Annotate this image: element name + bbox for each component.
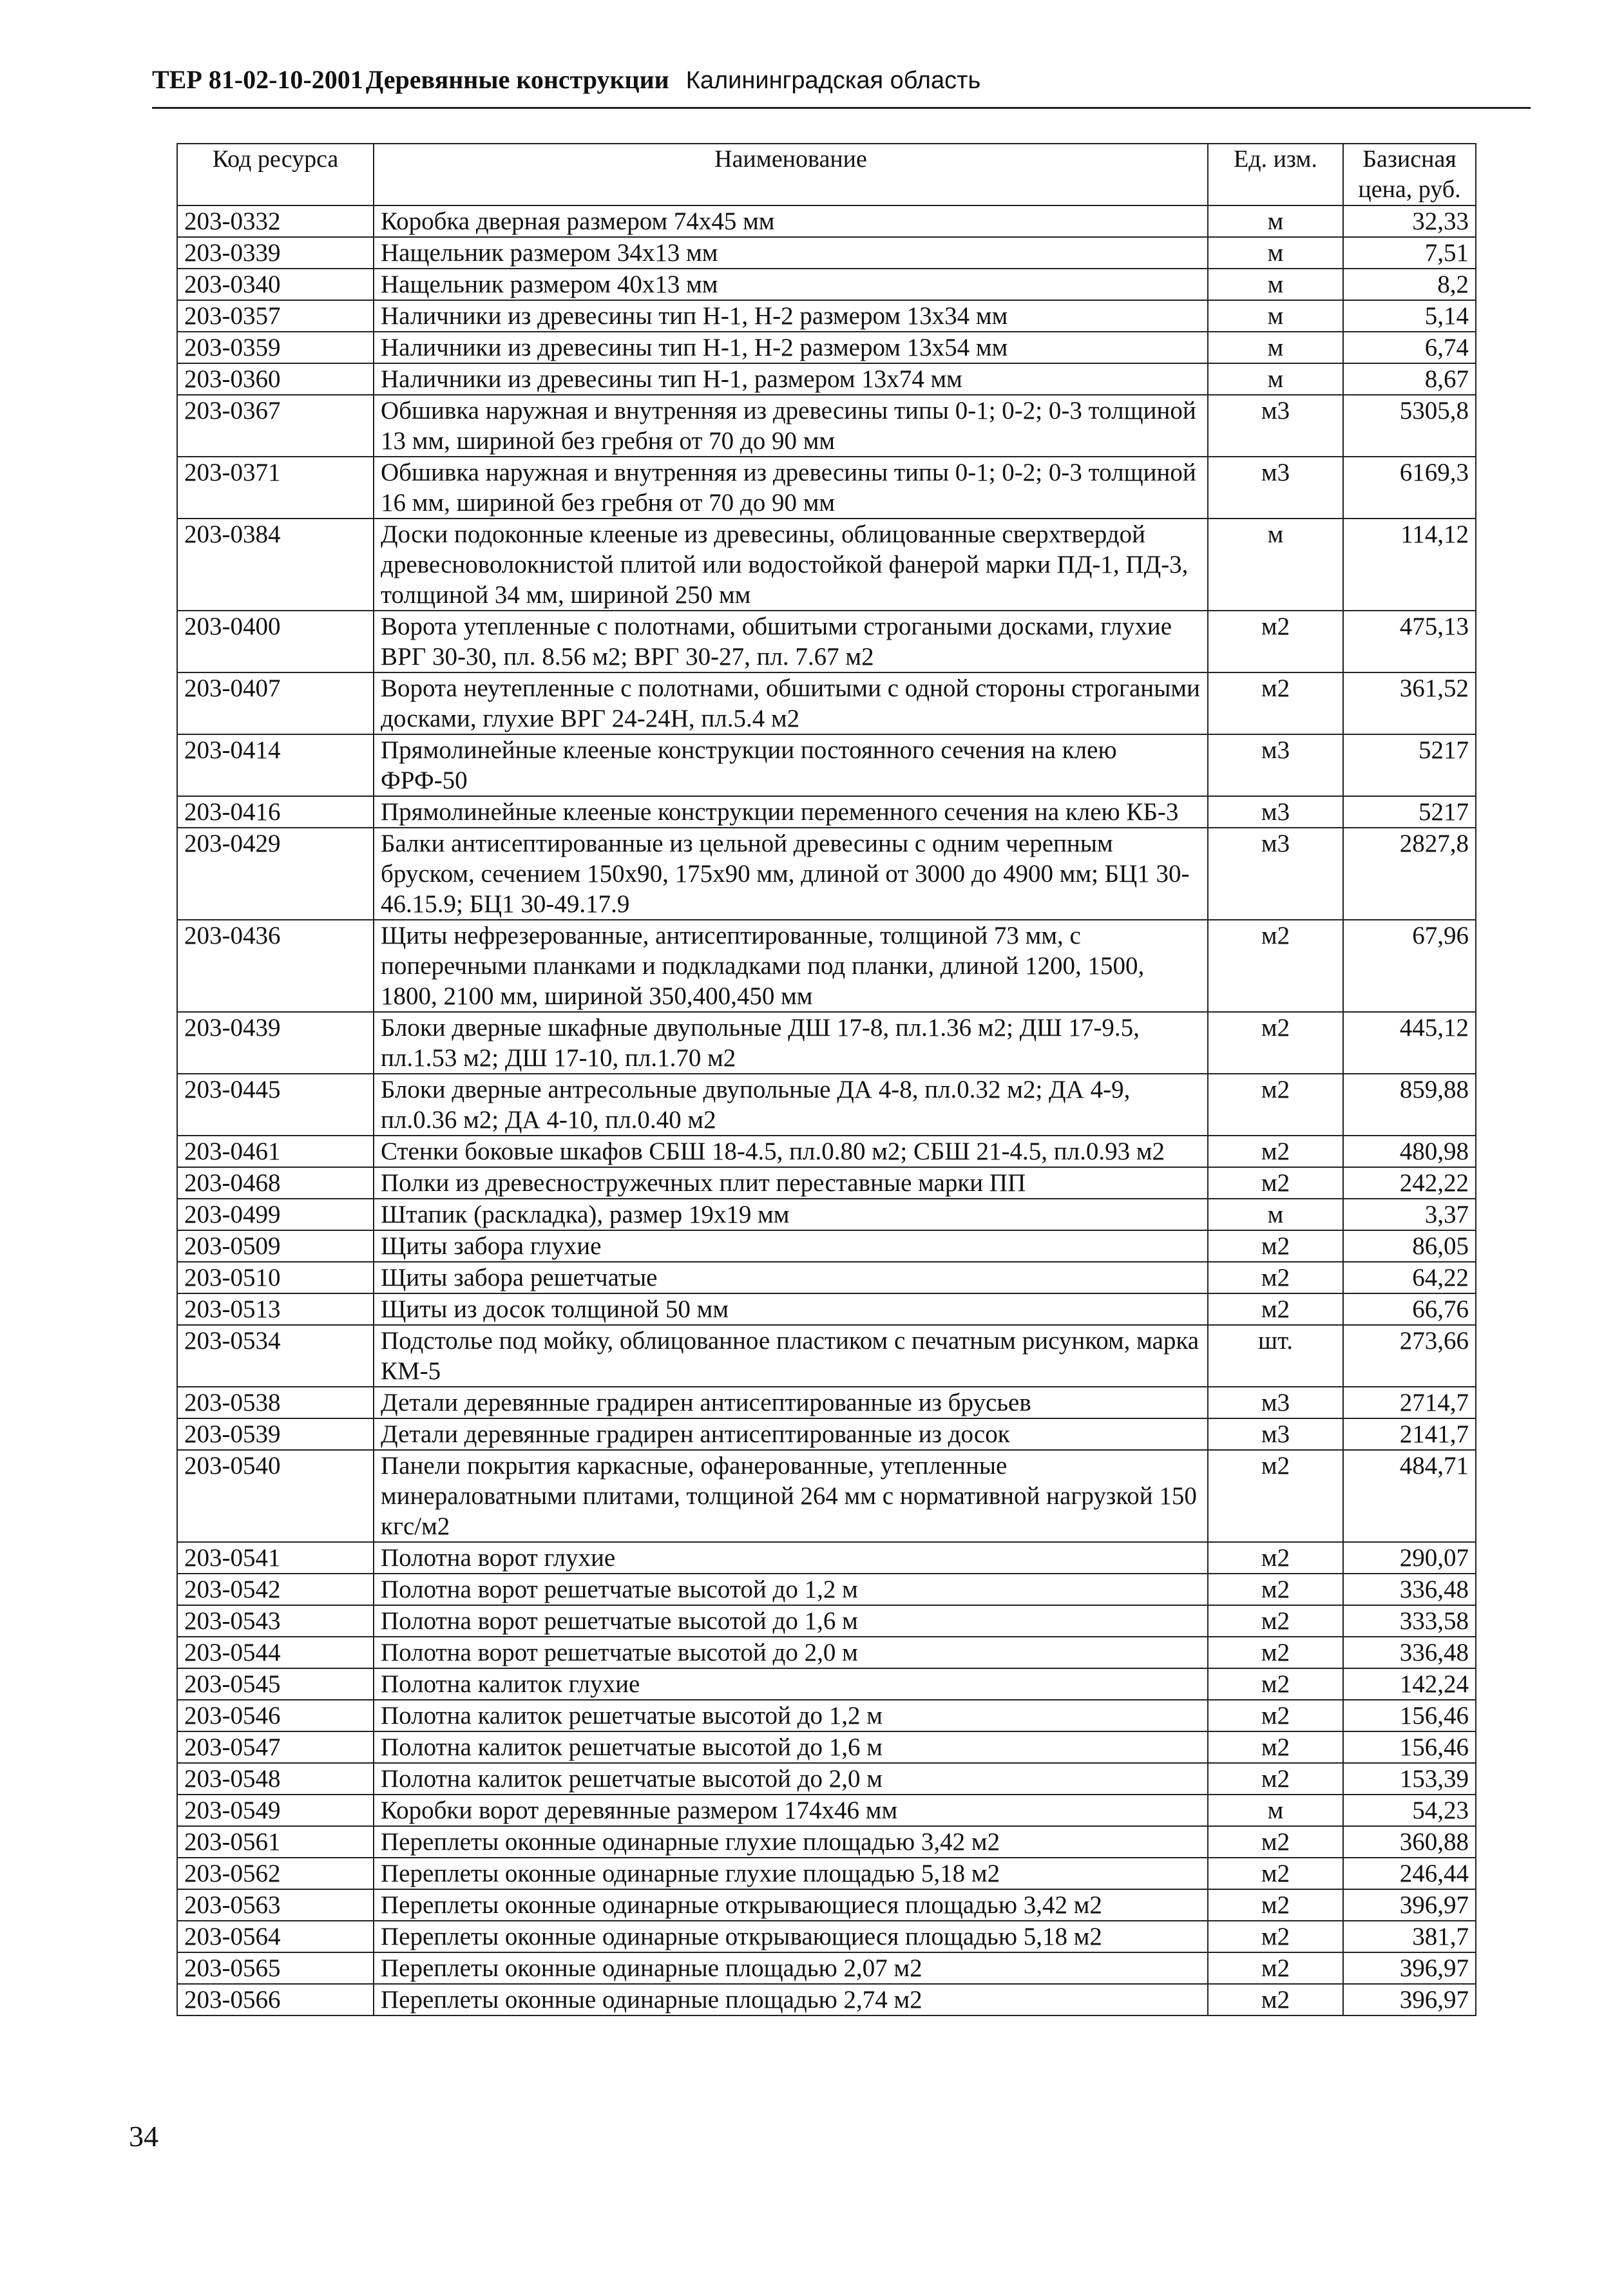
price-cell: 5,14 (1343, 300, 1476, 332)
unit-cell: м2 (1208, 672, 1343, 734)
resource-code-cell: 203-0562 (177, 1858, 374, 1889)
price-cell: 336,48 (1343, 1574, 1476, 1605)
resource-name-cell: Балки антисептированные из цельной древесины с одним черепным бруском, сечением 150х90, 175х90 мм, длиной от 3000 до 4900 мм; БЦ1 30-46.15.9; БЦ1 30-49.17.9 (374, 828, 1208, 920)
table-row (177, 1387, 1476, 1418)
price-cell: 32,33 (1343, 205, 1476, 237)
price-cell: 64,22 (1343, 1262, 1476, 1293)
unit-cell: м (1208, 332, 1343, 363)
table-body (177, 205, 1476, 2015)
resource-name-cell: Щиты забора решетчатые (374, 1262, 1208, 1293)
resource-code-cell: 203-0359 (177, 332, 374, 363)
price-cell: 333,58 (1343, 1605, 1476, 1637)
resource-code-cell: 203-0360 (177, 363, 374, 395)
document-region: Калининградская область (685, 67, 981, 94)
price-cell: 6169,3 (1343, 457, 1476, 519)
table-row (177, 734, 1476, 796)
resource-name-cell: Обшивка наружная и внутренняя из древесины типы 0-1; 0-2; 0-3 толщиной 13 мм, шириной без гребня от 70 до 90 мм (374, 395, 1208, 457)
price-cell: 445,12 (1343, 1012, 1476, 1074)
resource-code-cell: 203-0332 (177, 205, 374, 237)
table-row (177, 1136, 1476, 1167)
price-cell: 396,97 (1343, 1889, 1476, 1921)
price-cell: 156,46 (1343, 1731, 1476, 1763)
price-cell: 8,2 (1343, 269, 1476, 300)
price-cell: 86,05 (1343, 1230, 1476, 1262)
price-cell: 153,39 (1343, 1763, 1476, 1795)
resource-name-cell: Нащельник размером 40х13 мм (374, 269, 1208, 300)
price-cell: 156,46 (1343, 1700, 1476, 1731)
resource-name-cell: Полотна ворот решетчатые высотой до 1,2 м (374, 1574, 1208, 1605)
resource-name-cell: Щиты из досок толщиной 50 мм (374, 1293, 1208, 1325)
resource-code-cell: 203-0367 (177, 395, 374, 457)
price-cell: 396,97 (1343, 1984, 1476, 2015)
resource-code-cell: 203-0371 (177, 457, 374, 519)
resource-code-cell: 203-0357 (177, 300, 374, 332)
resource-code-cell: 203-0543 (177, 1605, 374, 1637)
resource-name-cell: Полки из древесностружечных плит переставные марки ПП (374, 1167, 1208, 1199)
table-row (177, 519, 1476, 611)
column-header-code: Код ресурса (177, 144, 374, 205)
unit-cell: шт. (1208, 1325, 1343, 1387)
table-row (177, 1700, 1476, 1731)
resource-name-cell: Переплеты оконные одинарные площадью 2,74 м2 (374, 1984, 1208, 2015)
unit-cell: м (1208, 1795, 1343, 1826)
unit-cell: м2 (1208, 1167, 1343, 1199)
table-row (177, 1795, 1476, 1826)
resource-code-cell: 203-0542 (177, 1574, 374, 1605)
resource-code-cell: 203-0414 (177, 734, 374, 796)
resource-code-cell: 203-0534 (177, 1325, 374, 1387)
table-row (177, 1450, 1476, 1542)
unit-cell: м2 (1208, 1731, 1343, 1763)
resource-code-cell: 203-0461 (177, 1136, 374, 1167)
resource-name-cell: Доски подоконные клееные из древесины, облицованные сверхтвердой древесноволокнистой плитой или водостойкой фанерой марки ПД-1, ПД-3, толщиной 34 мм, шириной 250 мм (374, 519, 1208, 611)
resource-name-cell: Ворота неутепленные с полотнами, обшитыми с одной стороны строгаными досками, глухие ВРГ 24-24Н, пл.5.4 м2 (374, 672, 1208, 734)
price-cell: 360,88 (1343, 1826, 1476, 1858)
resource-name-cell: Полотна ворот решетчатые высотой до 1,6 м (374, 1605, 1208, 1637)
table-row (177, 796, 1476, 828)
resource-code-cell: 203-0540 (177, 1450, 374, 1542)
resource-code-cell: 203-0340 (177, 269, 374, 300)
resource-code-cell: 203-0566 (177, 1984, 374, 2015)
document-code: ТЕР 81-02-10-2001 (152, 65, 363, 94)
table-row (177, 1293, 1476, 1325)
resource-code-cell: 203-0416 (177, 796, 374, 828)
price-cell: 114,12 (1343, 519, 1476, 611)
resource-name-cell: Прямолинейные клееные конструкции переменного сечения на клею КБ-3 (374, 796, 1208, 828)
resource-code-cell: 203-0539 (177, 1418, 374, 1450)
table-row (177, 1826, 1476, 1858)
price-cell: 2141,7 (1343, 1418, 1476, 1450)
resource-name-cell: Переплеты оконные одинарные глухие площадью 5,18 м2 (374, 1858, 1208, 1889)
price-cell: 336,48 (1343, 1637, 1476, 1668)
price-cell: 273,66 (1343, 1325, 1476, 1387)
resource-name-cell: Штапик (раскладка), размер 19х19 мм (374, 1199, 1208, 1230)
resource-code-cell: 203-0546 (177, 1700, 374, 1731)
table-row (177, 1952, 1476, 1984)
table-row (177, 1889, 1476, 1921)
table-row (177, 1605, 1476, 1637)
price-cell: 5217 (1343, 796, 1476, 828)
table-row (177, 1012, 1476, 1074)
unit-cell: м3 (1208, 1418, 1343, 1450)
unit-cell: м2 (1208, 1637, 1343, 1668)
unit-cell: м2 (1208, 1450, 1343, 1542)
resource-name-cell: Ворота утепленные с полотнами, обшитыми строгаными досками, глухие ВРГ 30-30, пл. 8.56 м2; ВРГ 30-27, пл. 7.67 м2 (374, 611, 1208, 672)
resource-code-cell: 203-0538 (177, 1387, 374, 1418)
table-row (177, 1984, 1476, 2015)
table-row (177, 1668, 1476, 1700)
column-header-price: Базисная цена, руб. (1343, 144, 1476, 205)
unit-cell: м2 (1208, 1012, 1343, 1074)
price-cell: 8,67 (1343, 363, 1476, 395)
price-cell: 290,07 (1343, 1542, 1476, 1574)
table-row (177, 1418, 1476, 1450)
resource-name-cell: Детали деревянные градирен антисептированные из досок (374, 1418, 1208, 1450)
table-row (177, 1167, 1476, 1199)
unit-cell: м3 (1208, 457, 1343, 519)
resource-code-cell: 203-0549 (177, 1795, 374, 1826)
unit-cell: м2 (1208, 920, 1343, 1012)
resource-name-cell: Переплеты оконные одинарные глухие площадью 3,42 м2 (374, 1826, 1208, 1858)
price-cell: 5217 (1343, 734, 1476, 796)
price-cell: 6,74 (1343, 332, 1476, 363)
resource-code-cell: 203-0541 (177, 1542, 374, 1574)
resource-code-cell: 203-0445 (177, 1074, 374, 1136)
resource-code-cell: 203-0510 (177, 1262, 374, 1293)
resource-name-cell: Наличники из древесины тип Н-1, Н-2 размером 13х54 мм (374, 332, 1208, 363)
table-row (177, 1230, 1476, 1262)
table-row (177, 1574, 1476, 1605)
table-row (177, 920, 1476, 1012)
unit-cell: м2 (1208, 611, 1343, 672)
price-cell: 480,98 (1343, 1136, 1476, 1167)
table-row (177, 1921, 1476, 1952)
price-cell: 142,24 (1343, 1668, 1476, 1700)
price-cell: 67,96 (1343, 920, 1476, 1012)
table-row (177, 611, 1476, 672)
resource-code-cell: 203-0436 (177, 920, 374, 1012)
price-cell: 361,52 (1343, 672, 1476, 734)
price-cell: 381,7 (1343, 1921, 1476, 1952)
resource-name-cell: Полотна калиток глухие (374, 1668, 1208, 1700)
unit-cell: м2 (1208, 1858, 1343, 1889)
unit-cell: м2 (1208, 1574, 1343, 1605)
unit-cell: м (1208, 363, 1343, 395)
column-header-unit: Ед. изм. (1208, 144, 1343, 205)
resource-name-cell: Щиты забора глухие (374, 1230, 1208, 1262)
resource-name-cell: Прямолинейные клееные конструкции постоянного сечения на клею ФРФ-50 (374, 734, 1208, 796)
table-row (177, 363, 1476, 395)
unit-cell: м3 (1208, 1387, 1343, 1418)
price-cell: 7,51 (1343, 237, 1476, 269)
price-cell: 3,37 (1343, 1199, 1476, 1230)
table-header-row (177, 144, 1476, 205)
table-row (177, 332, 1476, 363)
resource-code-cell: 203-0509 (177, 1230, 374, 1262)
resource-code-cell: 203-0468 (177, 1167, 374, 1199)
table-row (177, 269, 1476, 300)
price-cell: 5305,8 (1343, 395, 1476, 457)
resource-code-cell: 203-0513 (177, 1293, 374, 1325)
unit-cell: м (1208, 1199, 1343, 1230)
unit-cell: м2 (1208, 1889, 1343, 1921)
table-row (177, 1542, 1476, 1574)
resource-name-cell: Блоки дверные антресольные двупольные ДА 4-8, пл.0.32 м2; ДА 4-9, пл.0.36 м2; ДА 4-10, пл.0.40 м2 (374, 1074, 1208, 1136)
unit-cell: м (1208, 205, 1343, 237)
resource-name-cell: Щиты нефрезерованные, антисептированные, толщиной 73 мм, с поперечными планками и подкладками под планки, длиной 1200, 1500, 1800, 2100 мм, шириной 350,400,450 мм (374, 920, 1208, 1012)
resource-code-cell: 203-0429 (177, 828, 374, 920)
resource-name-cell: Полотна калиток решетчатые высотой до 1,6 м (374, 1731, 1208, 1763)
table-row (177, 300, 1476, 332)
table-row (177, 1074, 1476, 1136)
unit-cell: м2 (1208, 1605, 1343, 1637)
resource-name-cell: Полотна калиток решетчатые высотой до 1,2 м (374, 1700, 1208, 1731)
resource-name-cell: Стенки боковые шкафов СБШ 18-4.5, пл.0.80 м2; СБШ 21-4.5, пл.0.93 м2 (374, 1136, 1208, 1167)
document-title: Деревянные конструкции (365, 65, 669, 94)
resource-name-cell: Переплеты оконные одинарные открывающиеся площадью 5,18 м2 (374, 1921, 1208, 1952)
resource-name-cell: Полотна ворот решетчатые высотой до 2,0 м (374, 1637, 1208, 1668)
resource-name-cell: Детали деревянные градирен антисептированные из брусьев (374, 1387, 1208, 1418)
unit-cell: м2 (1208, 1293, 1343, 1325)
unit-cell: м2 (1208, 1230, 1343, 1262)
table-row (177, 1858, 1476, 1889)
resource-code-cell: 203-0384 (177, 519, 374, 611)
page-header (152, 64, 1531, 109)
unit-cell: м (1208, 237, 1343, 269)
resource-name-cell: Нащельник размером 34х13 мм (374, 237, 1208, 269)
resource-name-cell: Переплеты оконные одинарные площадью 2,07 м2 (374, 1952, 1208, 1984)
resource-name-cell: Обшивка наружная и внутренняя из древесины типы 0-1; 0-2; 0-3 толщиной 16 мм, шириной без гребня от 70 до 90 мм (374, 457, 1208, 519)
table-row (177, 1262, 1476, 1293)
price-cell: 396,97 (1343, 1952, 1476, 1984)
resource-code-cell: 203-0400 (177, 611, 374, 672)
resource-code-cell: 203-0545 (177, 1668, 374, 1700)
table-row (177, 672, 1476, 734)
unit-cell: м2 (1208, 1262, 1343, 1293)
page-number: 34 (129, 2120, 158, 2153)
price-cell: 66,76 (1343, 1293, 1476, 1325)
unit-cell: м (1208, 300, 1343, 332)
unit-cell: м2 (1208, 1136, 1343, 1167)
price-cell: 484,71 (1343, 1450, 1476, 1542)
unit-cell: м2 (1208, 1763, 1343, 1795)
resource-code-cell: 203-0439 (177, 1012, 374, 1074)
resource-name-cell: Подстолье под мойку, облицованное пластиком с печатным рисунком, марка КМ-5 (374, 1325, 1208, 1387)
unit-cell: м2 (1208, 1921, 1343, 1952)
price-cell: 2827,8 (1343, 828, 1476, 920)
resource-name-cell: Полотна ворот глухие (374, 1542, 1208, 1574)
unit-cell: м (1208, 519, 1343, 611)
price-cell: 2714,7 (1343, 1387, 1476, 1418)
resource-name-cell: Наличники из древесины тип Н-1, размером 13х74 мм (374, 363, 1208, 395)
resource-name-cell: Блоки дверные шкафные двупольные ДШ 17-8, пл.1.36 м2; ДШ 17-9.5, пл.1.53 м2; ДШ 17-10, пл.1.70 м2 (374, 1012, 1208, 1074)
table-row (177, 1199, 1476, 1230)
unit-cell: м2 (1208, 1074, 1343, 1136)
unit-cell: м2 (1208, 1826, 1343, 1858)
resource-name-cell: Панели покрытия каркасные, офанерованные, утепленные минераловатными плитами, толщиной 264 мм с нормативной нагрузкой 150 кгс/м2 (374, 1450, 1208, 1542)
resource-name-cell: Переплеты оконные одинарные открывающиеся площадью 3,42 м2 (374, 1889, 1208, 1921)
price-cell: 859,88 (1343, 1074, 1476, 1136)
unit-cell: м3 (1208, 734, 1343, 796)
resource-code-cell: 203-0547 (177, 1731, 374, 1763)
unit-cell: м2 (1208, 1952, 1343, 1984)
price-cell: 54,23 (1343, 1795, 1476, 1826)
resource-name-cell: Наличники из древесины тип Н-1, Н-2 размером 13х34 мм (374, 300, 1208, 332)
resource-code-cell: 203-0339 (177, 237, 374, 269)
table-row (177, 1763, 1476, 1795)
resource-code-cell: 203-0499 (177, 1199, 374, 1230)
resource-code-cell: 203-0563 (177, 1889, 374, 1921)
resource-code-cell: 203-0565 (177, 1952, 374, 1984)
resource-code-cell: 203-0564 (177, 1921, 374, 1952)
table-row (177, 1637, 1476, 1668)
unit-cell: м2 (1208, 1984, 1343, 2015)
unit-cell: м2 (1208, 1668, 1343, 1700)
resource-code-cell: 203-0544 (177, 1637, 374, 1668)
table-row (177, 828, 1476, 920)
unit-cell: м3 (1208, 828, 1343, 920)
table-row (177, 205, 1476, 237)
table-row (177, 1731, 1476, 1763)
unit-cell: м2 (1208, 1542, 1343, 1574)
table-row (177, 395, 1476, 457)
unit-cell: м3 (1208, 796, 1343, 828)
resource-name-cell: Коробки ворот деревянные размером 174х46 мм (374, 1795, 1208, 1826)
resource-code-cell: 203-0407 (177, 672, 374, 734)
unit-cell: м3 (1208, 395, 1343, 457)
price-cell: 475,13 (1343, 611, 1476, 672)
resource-name-cell: Коробка дверная размером 74х45 мм (374, 205, 1208, 237)
column-header-name: Наименование (374, 144, 1208, 205)
table-row (177, 237, 1476, 269)
resource-name-cell: Полотна калиток решетчатые высотой до 2,0 м (374, 1763, 1208, 1795)
unit-cell: м2 (1208, 1700, 1343, 1731)
resource-code-cell: 203-0548 (177, 1763, 374, 1795)
unit-cell: м (1208, 269, 1343, 300)
resource-code-cell: 203-0561 (177, 1826, 374, 1858)
table-row (177, 1325, 1476, 1387)
price-cell: 242,22 (1343, 1167, 1476, 1199)
resource-price-table (177, 143, 1476, 2016)
price-cell: 246,44 (1343, 1858, 1476, 1889)
table-row (177, 457, 1476, 519)
